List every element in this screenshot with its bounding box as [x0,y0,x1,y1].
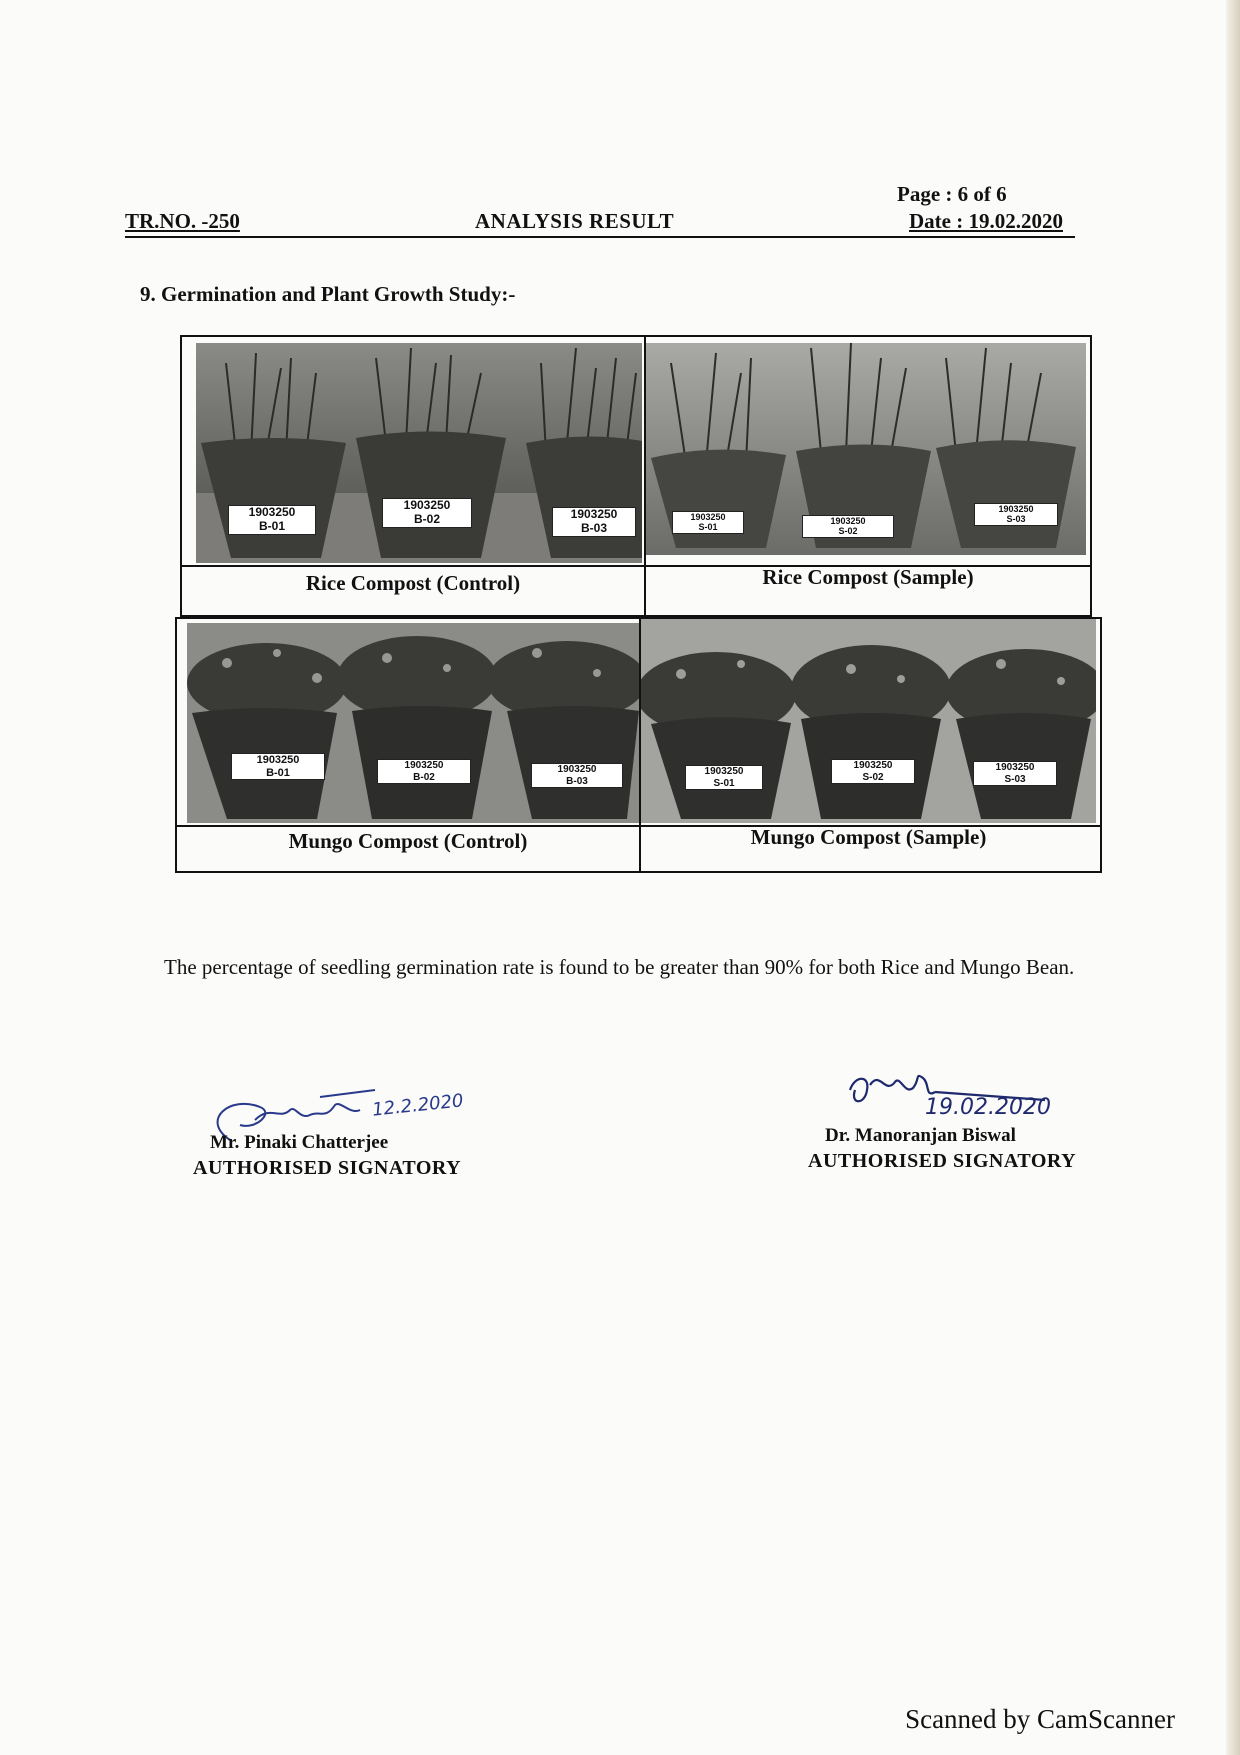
rice-sample-caption: Rice Compost (Sample) [762,565,974,589]
sample-tag: 1903250 S-01 [685,765,763,790]
scanner-watermark: Scanned by CamScanner [905,1704,1175,1734]
mungo-sample-photo [641,619,1096,823]
mungo-photo-table [175,617,1102,873]
sample-tag: 1903250 B-02 [382,498,472,528]
sample-tag: 1903250 B-03 [531,763,623,788]
report-date: Date : 19.02.2020 [909,209,1063,233]
page-number: Page : 6 of 6 [897,182,1007,206]
handwritten-date-biswal: 19.02.2020 [925,1095,1051,1120]
handwritten-date-chatterjee: 12.2.2020 [371,1090,465,1121]
sample-tag: 1903250 B-03 [552,507,636,537]
report-title: ANALYSIS RESULT [475,209,675,233]
signatory-role-biswal: AUTHORISED SIGNATORY [808,1150,1077,1172]
conclusion-text: The percentage of seedling germination rate is found to be greater than 90% for both Rice and Mungo Bean. [164,955,1075,979]
scan-edge-shadow [1226,0,1240,1755]
mungo-control-caption: Mungo Compost (Control) [288,829,528,853]
sample-tag: 1903250 S-03 [973,761,1057,786]
signatory-name-biswal: Dr. Manoranjan Biswal [825,1125,1016,1146]
sample-tag: 1903250 S-02 [831,759,915,784]
sample-tag: 1903250 B-01 [231,753,325,780]
rice-sample-photo [646,343,1086,555]
tr-number: TR.NO. -250 [125,209,240,233]
sample-tag: 1903250 S-03 [974,503,1058,526]
rice-photo-table [180,335,1092,617]
sample-tag: 1903250 S-01 [672,511,744,534]
signatory-role-chatterjee: AUTHORISED SIGNATORY [193,1157,462,1179]
rice-control-caption: Rice Compost (Control) [305,571,521,595]
sample-tag: 1903250 B-02 [377,759,471,784]
mungo-control-photo [187,623,639,823]
sample-tag: 1903250 B-01 [228,505,316,535]
section-title: 9. Germination and Plant Growth Study:- [140,282,516,306]
mungo-sample-caption: Mungo Compost (Sample) [750,825,987,849]
mungo-control-image [187,623,639,823]
report-header [125,182,1075,238]
signatory-name-chatterjee: Mr. Pinaki Chatterjee [210,1132,389,1153]
mungo-sample-image [641,619,1096,823]
rice-control-photo [196,343,642,563]
sample-tag: 1903250 S-02 [802,515,894,538]
